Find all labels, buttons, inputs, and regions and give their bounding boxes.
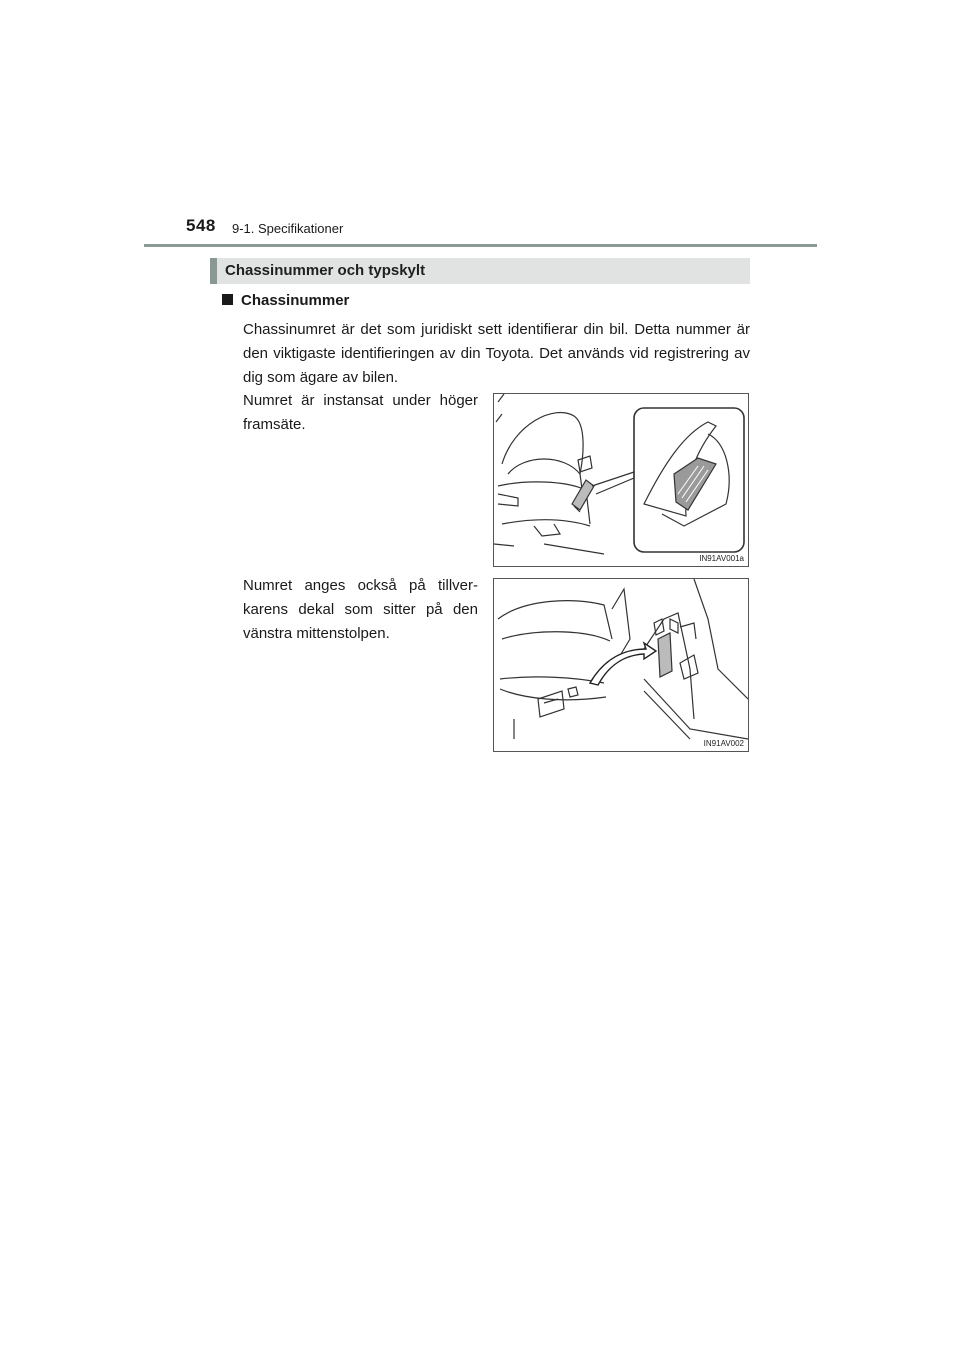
figure-seat-vin — [493, 393, 749, 567]
location-paragraph-1: Numret är instansat under höger framsäte. — [243, 392, 478, 433]
page-number: 548 — [186, 216, 216, 235]
square-bullet-icon — [222, 294, 233, 305]
section-title: Chassinummer och typskylt — [225, 262, 426, 279]
figure-code: IN91AV002 — [703, 739, 744, 748]
location-paragraph-2: Numret anges också på tillver-karens dekal som sitter på den vänstra mittenstolpen. — [243, 577, 478, 642]
intro-paragraph: Chassinumret är det som juridiskt sett identifierar din bil. Detta nummer är den viktigaste identifieringen av din Toyota. Det används vid registrering av dig som ägare av bilen. — [243, 321, 750, 386]
figure-code: IN91AV001a — [699, 554, 744, 563]
header-rule — [144, 244, 817, 247]
sub-heading — [222, 292, 349, 309]
figure-label-pillar — [493, 578, 749, 752]
chapter-title: 9-1. Specifikationer — [232, 221, 344, 236]
sub-heading-label: Chassinummer — [241, 292, 350, 309]
seat-illustration — [494, 394, 748, 566]
section-header — [210, 258, 750, 284]
pillar-illustration — [494, 579, 748, 751]
